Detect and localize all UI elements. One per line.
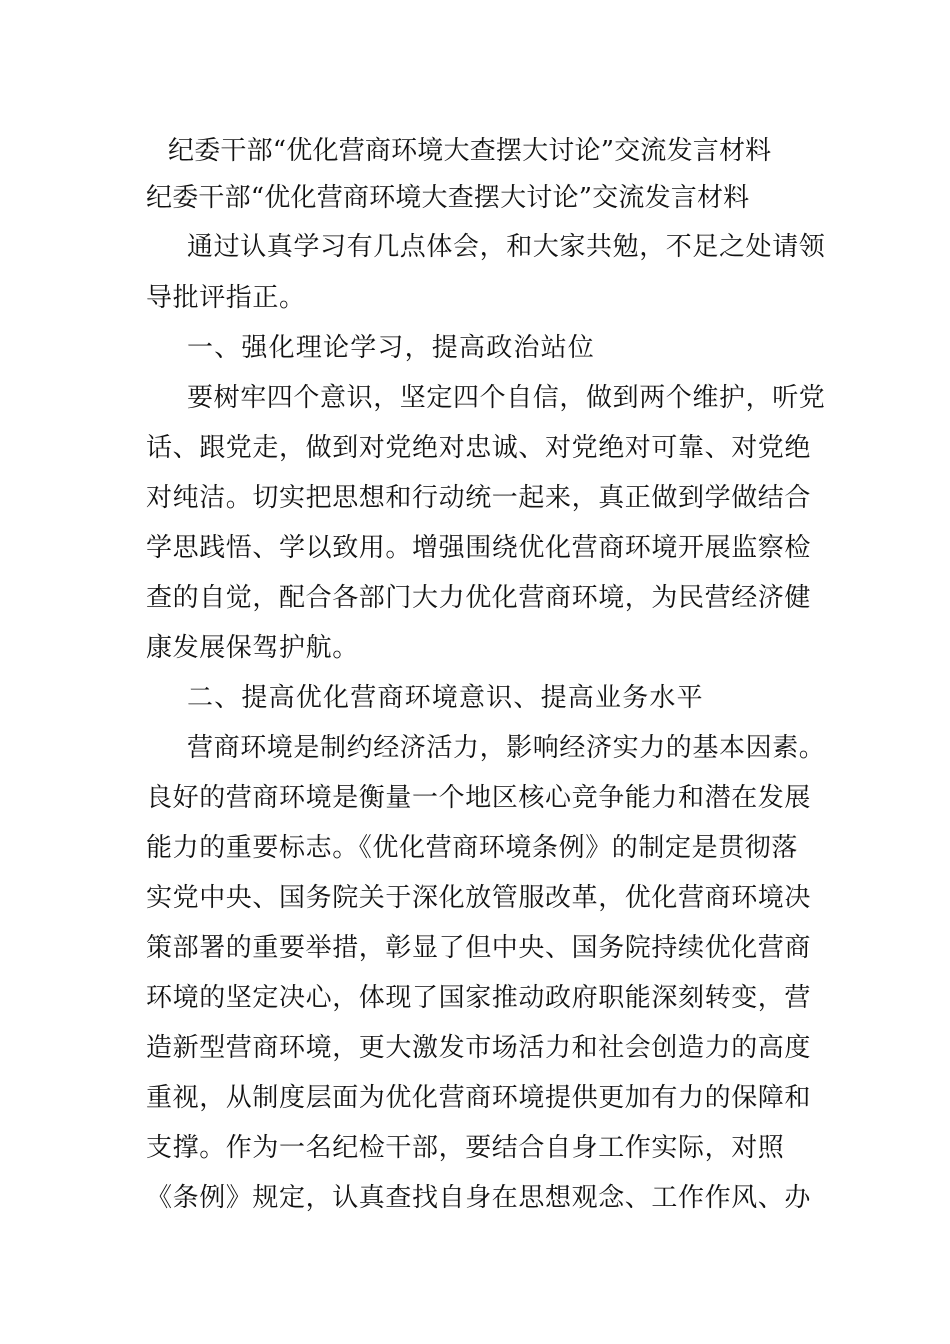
section-2-line-5: 策部署的重要举措，彰显了但中央、国务院持续优化营商	[146, 933, 812, 963]
section-2-line-6: 环境的坚定决心，体现了国家推动政府职能深刻转变，营	[146, 983, 812, 1013]
section-1-heading: 一、强化理论学习，提高政治站位	[187, 333, 596, 363]
section-1-line-4: 学思践悟、学以致用。增强围绕优化营商环境开展监察检	[146, 533, 812, 563]
intro-line-2: 导批评指正。	[146, 283, 306, 313]
section-1-line-2: 话、跟党走，做到对党绝对忠诚、对党绝对可靠、对党绝	[146, 433, 812, 463]
document-title-line-2: 纪委干部“优化营商环境大查摆大讨论”交流发言材料	[146, 183, 750, 213]
section-1-line-5: 查的自觉，配合各部门大力优化营商环境，为民营经济健	[146, 583, 812, 613]
section-2-line-8: 重视，从制度层面为优化营商环境提供更加有力的保障和	[146, 1083, 812, 1113]
section-2-line-1: 营商环境是制约经济活力，影响经济实力的基本因素。	[187, 733, 826, 763]
section-2-line-9: 支撑。作为一名纪检干部，要结合自身工作实际，对照	[146, 1133, 785, 1163]
section-2-line-7: 造新型营商环境，更大激发市场活力和社会创造力的高度	[146, 1033, 812, 1063]
section-2-heading: 二、提高优化营商环境意识、提高业务水平	[187, 683, 704, 713]
document-title-line-1: 纪委干部“优化营商环境大查摆大讨论”交流发言材料	[168, 136, 772, 166]
section-1-line-6: 康发展保驾护航。	[146, 633, 359, 663]
section-2-line-2: 良好的营商环境是衡量一个地区核心竞争能力和潜在发展	[146, 783, 812, 813]
section-2-line-4: 实党中央、国务院关于深化放管服改革，优化营商环境决	[146, 883, 812, 913]
intro-line-1: 通过认真学习有几点体会，和大家共勉，不足之处请领	[187, 232, 826, 262]
section-1-line-3: 对纯洁。切实把思想和行动统一起来，真正做到学做结合	[146, 483, 812, 513]
section-2-line-3: 能力的重要标志。《优化营商环境条例》的制定是贯彻落	[146, 833, 799, 863]
section-1-line-1: 要树牢四个意识，坚定四个自信，做到两个维护，听党	[187, 383, 826, 413]
section-2-line-10: 《条例》规定，认真查找自身在思想观念、工作作风、办	[146, 1183, 812, 1213]
